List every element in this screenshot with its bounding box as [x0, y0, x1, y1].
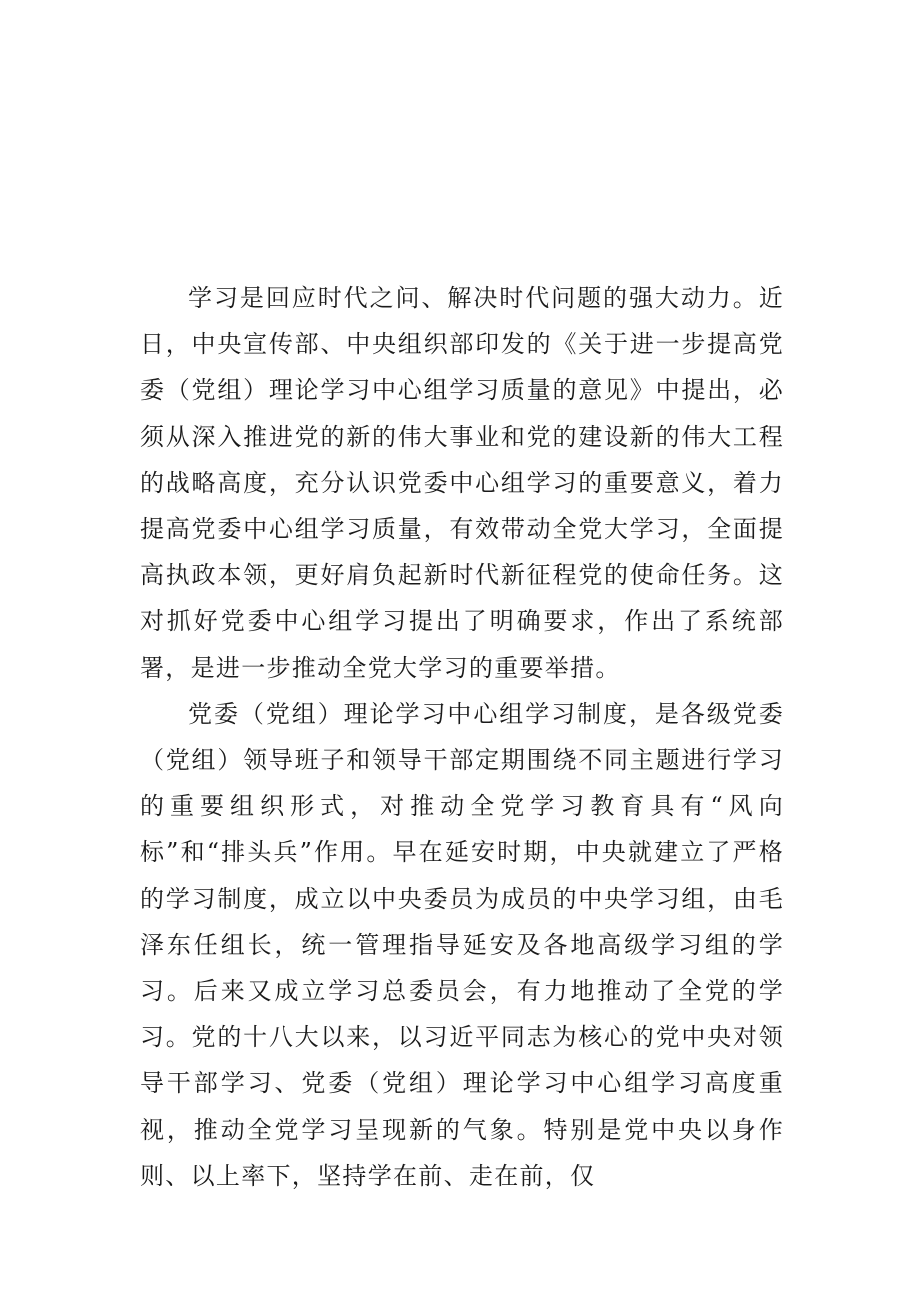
document-body	[140, 275, 784, 1199]
paragraph-2: 党委（党组）理论学习中心组学习制度，是各级党委（党组）领导班子和领导干部定期围绕不同主题进行学习的重要组织形式，对推动全党学习教育具有“风向标”和“排头兵”作用。早在延安时期，中央就建立了严格的学习制度，成立以中央委员为成员的中央学习组，由毛泽东任组长，统一管理指导延安及各地高级学习组的学习。后来又成立学习总委员会，有力地推动了全党的学习。党的十八大以来，以习近平同志为核心的党中央对领导干部学习、党委（党组）理论学习中心组学习高度重视，推动全党学习呈现新的气象。特别是党中央以身作则、以上率下，坚持学在前、走在前，仅	[140, 699, 784, 1190]
paragraph-1: 学习是回应时代之问、解决时代问题的强大动力。近日，中央宣传部、中央组织部印发的《关于进一步提高党委（党组）理论学习中心组学习质量的意见》中提出，必须从深入推进党的新的伟大事业和党的建设新的伟大工程的战略高度，充分认识党委中心组学习的重要意义，着力提高党委中心组学习质量，有效带动全党大学习，全面提高执政本领，更好肩负起新时代新征程党的使命任务。这对抓好党委中心组学习提出了明确要求，作出了系统部署，是进一步推动全党大学习的重要举措。	[140, 284, 784, 682]
